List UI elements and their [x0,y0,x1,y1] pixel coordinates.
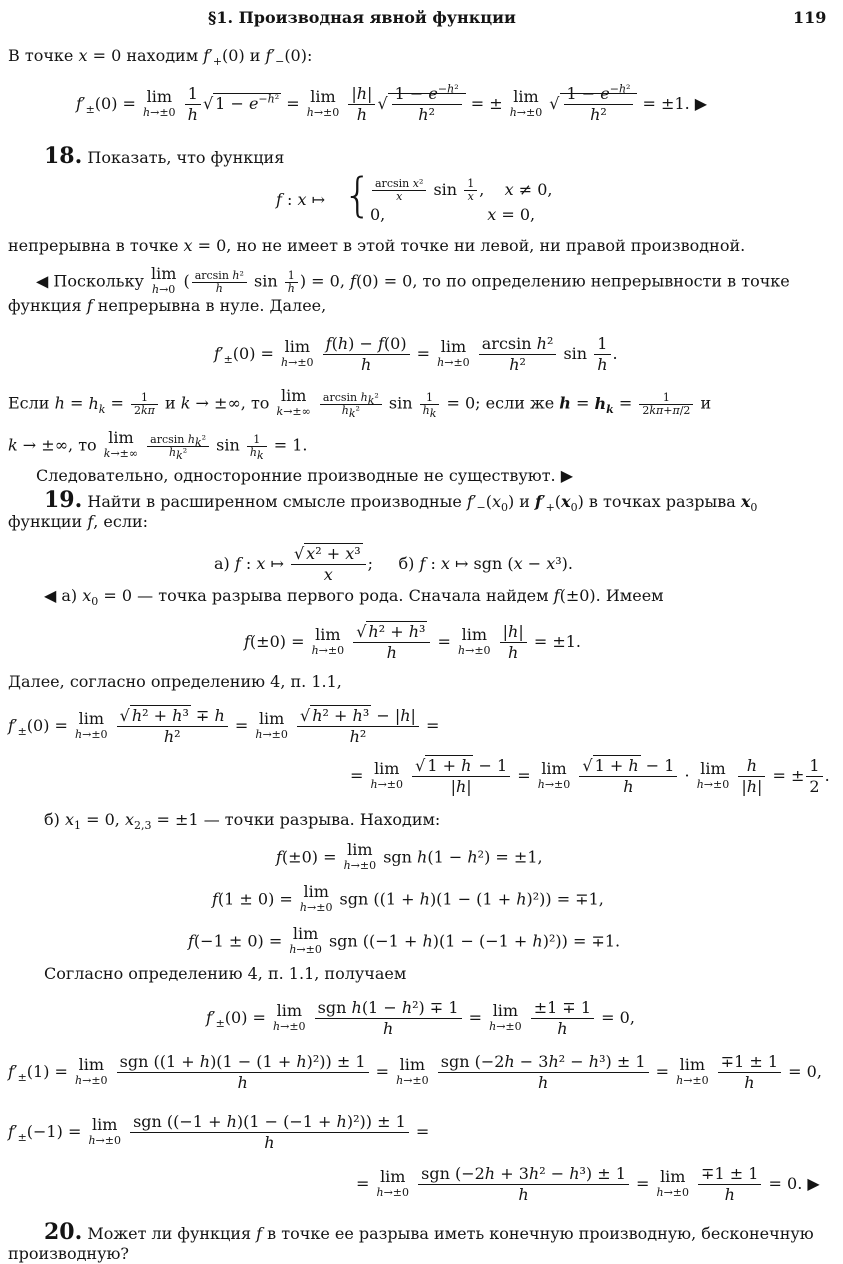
page-title: §1. Производная явной функции [208,8,516,27]
equation: f(±0) = lim h→±0 sgn h(1 − h²) = ±1, [276,840,543,872]
equation: f : x ↦ [276,190,326,209]
text-line: ◀ а) $x_0 = 0$ — точка разрыва первого рода. Сначала найдем f(±0). Имеем [44,586,664,609]
equation: а) f : x ↦ $\frac{\text{√ x² + x³}}{x}$ ; б) f : x ↦ sgn (x − x³). [214,544,574,584]
equation-case: 0, x = 0, [370,205,536,224]
equation: $f'_\pm(0)$ = lim h→±0 $\frac{f(h) - f(0)}{h}$ = lim h→±0 $\frac{\text{arcsin h²}}{\text{h²}}$ sin $\frac{1}{h}$ . [214,334,618,374]
equation: $f'_\pm(1)$ = lim h→±0 $\frac{\text{sgn ((1 + h)(1 − (1 + h)²)) ± 1}}{h}$ = lim h→±0 $\frac{\text{sgn (−2h − 3h² − h³) ± 1}}{h}$ = lim h→±0 $\frac{\mp 1 \pm 1}{h}$ = 0, [8,1052,822,1092]
text-line: непрерывна в точке x = 0, но не имеет в этой точке ни левой, ни правой производной. [8,236,746,255]
text-line: ◀ Поскольку lim h→0 ( $\frac{\text{arcsin h²}}{h}$ sin $\frac{1}{h}$ ) = 0, f(0) = 0, то по определению непрерывности в точке [36,264,790,296]
page-number: 119 [793,8,827,27]
problem-20: 20. Может ли функция f в точке ее разрыва иметь конечную производную, бесконечную [44,1219,814,1245]
equation-case: $\frac{\text{arcsin x²}}{x}$ sin $\frac{1}{x}$ , x ≠ 0, [370,178,553,203]
equation: f(1 ± 0) = lim h→±0 sgn ((1 + h)(1 − (1 + h)²)) = ∓1, [212,882,604,914]
problem-18 [44,143,285,169]
equation: f(−1 ± 0) = lim h→±0 sgn ((−1 + h)(1 − (−1 + h)²)) = ∓1. [188,924,621,956]
equation: f(±0) = lim h→±0 $\frac{\text{√ h² + h³}}{h}$ = lim h→±0 $\frac{|h|}{h}$ = ±1. [244,622,581,662]
text-line: Далее, согласно определению 4, п. 1.1, [8,672,342,691]
equation: $f'_\pm(0)$ = lim h→±0 $\frac{\text{√ h² + h³ ∓ h}}{\text{h²}}$ = lim h→±0 $\frac{\text{√ h² + h³ − |h|}}{\text{h²}}$ = [8,706,440,746]
equation: $f'_\pm(0)$ = lim h→±0 $\frac{\text{sgn h(1 − h²) ∓ 1}}{h}$ = lim h→±0 $\frac{\pm 1 \mp 1}{h}$ = 0, [206,998,635,1038]
text-line: Согласно определению 4, п. 1.1, получаем [44,964,407,983]
equation: $f'_\pm(-1)$ = lim h→±0 $\frac{\text{sgn ((−1 + h)(1 − (−1 + h)²)) ± 1}}{h}$ = [8,1112,430,1152]
equation: = lim h→±0 $\frac{\text{sgn (−2h + 3h² − h³) ± 1}}{h}$ = lim h→±0 $\frac{\mp 1 \pm 1}{h}$ = 0. ▶ [356,1164,820,1204]
equation: $f'_\pm(0)$ = lim h→±0 $\frac{1}{h}$ √ $1 - e^{-h^2}$ = lim h→±0 $\frac{|h|}{h}$ √ $\frac{1 - e^{-h^2}}{\text{h²}}$ = ± lim h→±0 √ $\frac{1 - e^{-h^2}}{\text{h²}}$ = ±1. ▶ [76,82,708,124]
text-line: функция f непрерывна в нуле. Далее, [8,296,327,315]
text-line: Если $h = h_k$ = $\frac{1}{2k\pi}$ и k → ±∞, то lim k→±∞ $\frac{\arcsin h_k^2}{h_k^2}$ sin $\frac{1}{h_k}$ = 0; если же $h = h_k$ = $\frac{1}{2k\pi+\pi/2}$ и [8,386,712,420]
text-line: Следовательно, односторонние производные не существуют. ▶ [36,466,574,485]
text-line: б) $x_1 = 0$, $x_{2,3} = \pm 1$ — точки разрыва. Находим: [44,810,441,833]
problem-number: 18. [44,143,83,169]
problem-text: Показать, что функция [87,148,285,167]
text-line: k → ±∞, то lim k→±∞ $\frac{\arcsin h_k^2}{h_k^2}$ sin $\frac{1}{h_k}$ = 1. [8,428,308,462]
equation: = lim h→±0 $\frac{√ 1 + h - 1}{|h|}$ = lim h→±0 $\frac{√ 1 + h - 1}{h}$ · lim h→±0 $\frac{h}{|h|}$ = ± $\frac{1}{2}$ . [350,756,830,796]
text-line: В точке x = 0 находим $f'_+(0)$ и $f'_-(0)$: [8,46,313,69]
left-brace: { [343,168,373,222]
problem-number: 20. [44,1219,83,1245]
problem-number: 19. [44,487,83,513]
text-line: производную? [8,1244,130,1263]
text-line: функции f, если: [8,512,149,531]
problem-19: 19. Найти в расширенном смысле производные $f'_-(x_0)$ и $f'_+(x_0)$ в точках разрыва $x_0$ [44,487,758,515]
